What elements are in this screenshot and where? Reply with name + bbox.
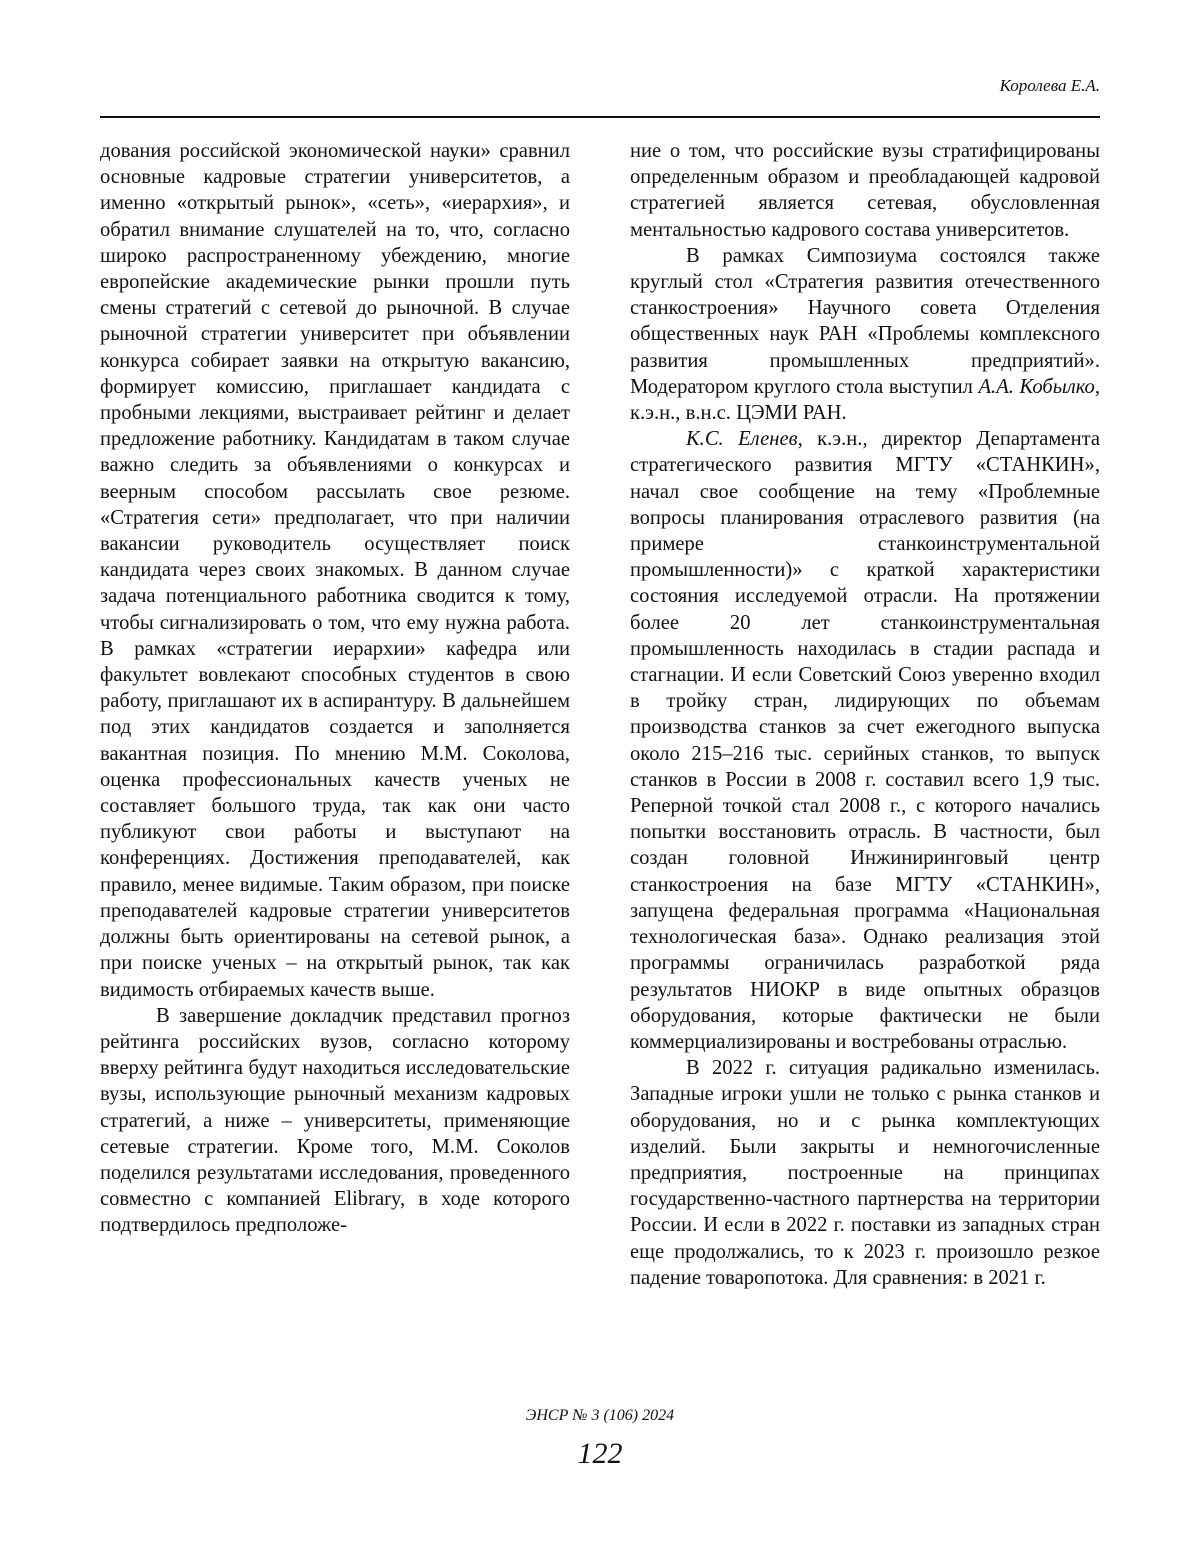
left-paragraph-2: В завершение докладчик представил прогноз рейтинга российских вузов, согласно которому вверху рейтинга будут находиться исследовательские вузы, использующие рыночный механизм кадровых стратегий, а ниже – университеты, применяющие сетевые стратегии. Кроме того, М.М. Соколов поделился результатами исследования, проведенного совместно с компанией Elibrary, в ходе которого подтвердилось предположе- [100, 1004, 570, 1237]
speaker-name: К.С. Еленев [686, 428, 798, 451]
page-number: 122 [577, 1437, 623, 1470]
right-paragraph-3 [630, 426, 1100, 1055]
right-paragraph-2-text: В рамках Симпозиума состоялся также круглый стол «Стратегия развития отечественного станкостроения» Научного совета Отделения общественных наук РАН «Проблемы комплексного развития промышленных предприятий». Модератором круглого стола выступил [630, 244, 1100, 398]
right-paragraph-1: ние о том, что российские вузы стратифицированы определенным образом и преобладающей кадровой стратегией является сетевая, обусловленная ментальностью кадрового состава университетов. [630, 140, 1100, 241]
right-column [630, 138, 1100, 1291]
left-column [100, 138, 570, 1239]
left-paragraph-1: дования российской экономической науки» сравнил основные кадровые стратегии университетов, а именно «открытый рынок», «сеть», «иерархия», и обратил внимание слушателей на то, что, согласно широко распространенному убеждению, многие европейские академические рынки прошли путь смены стратегий с сетевой до рыночной. В случае рыночной стратегии университет при объявлении конкурса собирает заявки на открытую вакансию, формирует комиссию, приглашает кандидата с пробными лекциями, выстраивает рейтинг и делает предложение работнику. Кандидатам в таком случае важно следить за объявлениями о конкурсах и веерным способом рассылать свое резюме. «Стратегия сети» предполагает, что при наличии вакансии руководитель осуществляет поиск кандидата через своих знакомых. В данном случае задача потенциального работника сводится к тому, чтобы сигнализировать о том, что ему нужна работа. В рамках «стратегии иерархии» кафедра или факультет вовлекают способных студентов в свою работу, приглашают их в аспирантуру. В дальнейшем под этих кандидатов создается и заполняется вакантная позиция. По мнению М.М. Соколова, оценка профессиональных качеств ученых не составляет большого труда, так как они часто публикуют свои работы и выступают на конференциях. Достижения преподавателей, как правило, менее видимые. Таким образом, при поиске преподавателей кадровые стратегии университетов должны быть ориентированы на сетевой рынок, а при поиске ученых – на открытый рынок, так как видимость отбираемых качеств выше. [100, 140, 570, 1001]
moderator-credentials: , к.э.н., в.н.с. ЦЭМИ РАН. [630, 375, 1100, 425]
moderator-name: А.А. Кобылко [978, 375, 1095, 398]
running-header-author: Королева Е.А. [999, 76, 1100, 95]
right-paragraph-3-text: , к.э.н., директор Департамента стратегического развития МГТУ «СТАНКИН», начал свое сообщение на тему «Проблемные вопросы планирования отраслевого развития (на примере станкоинструментальной промышленности)» с краткой характеристики состояния исследуемой отрасли. На протяжении более 20 лет станкоинструментальная промышленность находилась в стадии распада и стагнации. И если Советский Союз уверенно входил в тройку стран, лидирующих по объемам производства станков за счет ежегодного выпуска около 215–216 тыс. серийных станков, то выпуск станков в России в 2008 г. составил всего 1,9 тыс. Реперной точкой стал 2008 г., с которого начались попытки восстановить отрасль. В частности, был создан головной Инжиниринговый центр станкостроения на базе МГТУ «СТАНКИН», запущена федеральная программа «Национальная технологическая база». Однако реализация этой программы ограничилась разработкой ряда результатов НИОКР в виде опытных образцов оборудования, которые фактически не были коммерциализированы и востребованы отраслью. [630, 428, 1100, 1053]
header-rule [100, 116, 1100, 118]
journal-footer: ЭНСР № 3 (106) 2024 [525, 1407, 675, 1424]
right-paragraph-2 [630, 243, 1100, 426]
right-paragraph-4: В 2022 г. ситуация радикально изменилась. Западные игроки ушли не только с рынка станков и оборудования, но и с рынка комплектующих изделий. Были закрыты и немногочисленные предприятия, построенные на принципах государственно-частного партнерства на территории России. И если в 2022 г. поставки из западных стран еще продолжались, то к 2023 г. произошло резкое падение товаропотока. Для сравнения: в 2021 г. [630, 1057, 1100, 1289]
